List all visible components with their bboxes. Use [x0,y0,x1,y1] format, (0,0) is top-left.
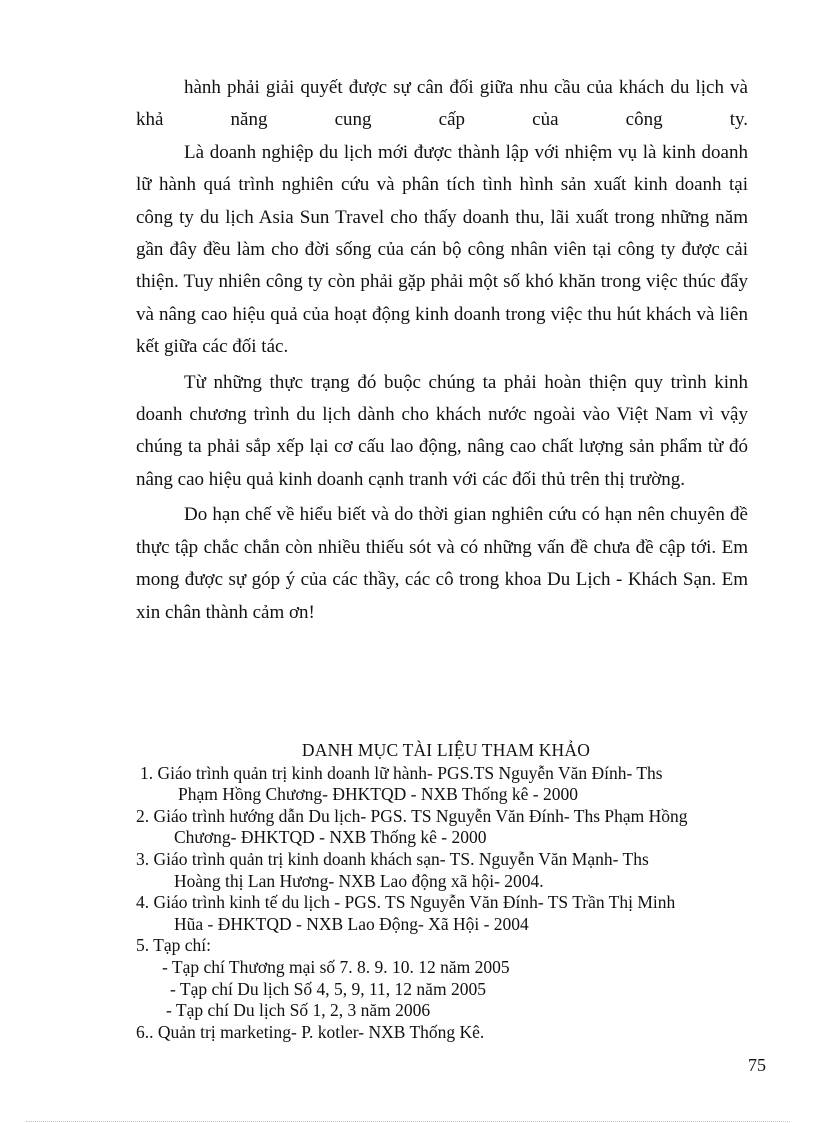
paragraph-3: Từ những thực trạng đó buộc chúng ta phải hoàn thiện quy trình kinh doanh chương trình du lịch dành cho khách nước ngoài vào Việt Nam vì vậy chúng ta phải sắp xếp lại cơ cấu lao động, nâng cao chất lượng sản phẩm từ đó nâng cao hiệu quả kinh doanh cạnh tranh với các đối thủ trên thị trường. [136,371,748,490]
reference-5-item-3: - Tạp chí Du lịch Số 1, 2, 3 năm 2006 [166,1000,431,1021]
reference-5-item-2: - Tạp chí Du lịch Số 4, 5, 9, 11, 12 năm 2005 [170,978,486,999]
reference-3-line-2: Hoàng thị Lan Hương- NXB Lao động xã hội- 2004. [174,870,544,891]
references-title: DANH MỤC TÀI LIỆU THAM KHẢO [301,740,591,760]
footer-divider [26,1121,790,1122]
reference-1 [136,763,756,806]
reference-2-line-2: Chương- ĐHKTQD - NXB Thống kê - 2000 [174,827,487,848]
reference-6: 6.. Quản trị marketing- P. kotler- NXB Thống Kê. [136,1021,485,1042]
paragraph-1-line-1: hành phải giải quyết được sự cân đối giữa nhu cầu của khách du lịch và [184,77,748,98]
references-section [136,740,756,1043]
page-number: 75 [748,1055,766,1075]
paragraph-2: Là doanh nghiệp du lịch mới được thành lập với nhiệm vụ là kinh doanh lữ hành quá trình nghiên cứu và phân tích tình hình sản xuất kinh doanh tại công ty du lịch Asia Sun Travel cho thấy doanh thu, lãi xuất trong những năm gần đây đều làm cho đời sống của cán bộ công nhân viên tại công ty được cải thiện. Tuy nhiên công ty còn phải gặp phải một số khó khăn trong việc thúc đẩy và nâng cao hiệu quả của hoạt động kinh doanh trong việc thu hút khách và liên kết giữa các đối tác. [136,141,748,358]
paragraph-1-line-2: khả năng cung cấp của công ty. [136,109,748,131]
paragraph-4: Do hạn chế về hiểu biết và do thời gian nghiên cứu có hạn nên chuyên đề thực tập chắc chắn còn nhiều thiếu sót và có những vấn đề chưa đề cập tới. Em mong được sự góp ý của các thầy, các cô trong khoa Du Lịch - Khách Sạn. Em xin chân thành cảm ơn! [136,504,748,623]
reference-2-line-1: 2. Giáo trình hướng dẫn Du lịch- PGS. TS Nguyễn Văn Đính- Ths Phạm Hồng [136,805,688,826]
reference-4-line-2: Hũa - ĐHKTQD - NXB Lao Động- Xã Hội - 2004 [174,913,529,934]
reference-3-line-1: 3. Giáo trình quản trị kinh doanh khách sạn- TS. Nguyễn Văn Mạnh- Ths [136,848,649,869]
reference-1-line-1: 1. Giáo trình quản trị kinh doanh lữ hành- PGS.TS Nguyễn Văn Đính- Ths [140,762,663,783]
body-text [136,72,748,629]
reference-5: 5. Tạp chí: [136,935,212,956]
reference-3 [136,849,756,892]
reference-2 [136,806,756,849]
reference-5-item-1: - Tạp chí Thương mại số 7. 8. 9. 10. 12 năm 2005 [162,956,510,977]
reference-4-line-1: 4. Giáo trình kinh tế du lịch - PGS. TS Nguyễn Văn Đính- TS Trần Thị Minh [136,892,676,913]
reference-4 [136,892,756,935]
reference-1-line-2: Phạm Hồng Chương- ĐHKTQD - NXB Thống kê - 2000 [178,784,578,805]
